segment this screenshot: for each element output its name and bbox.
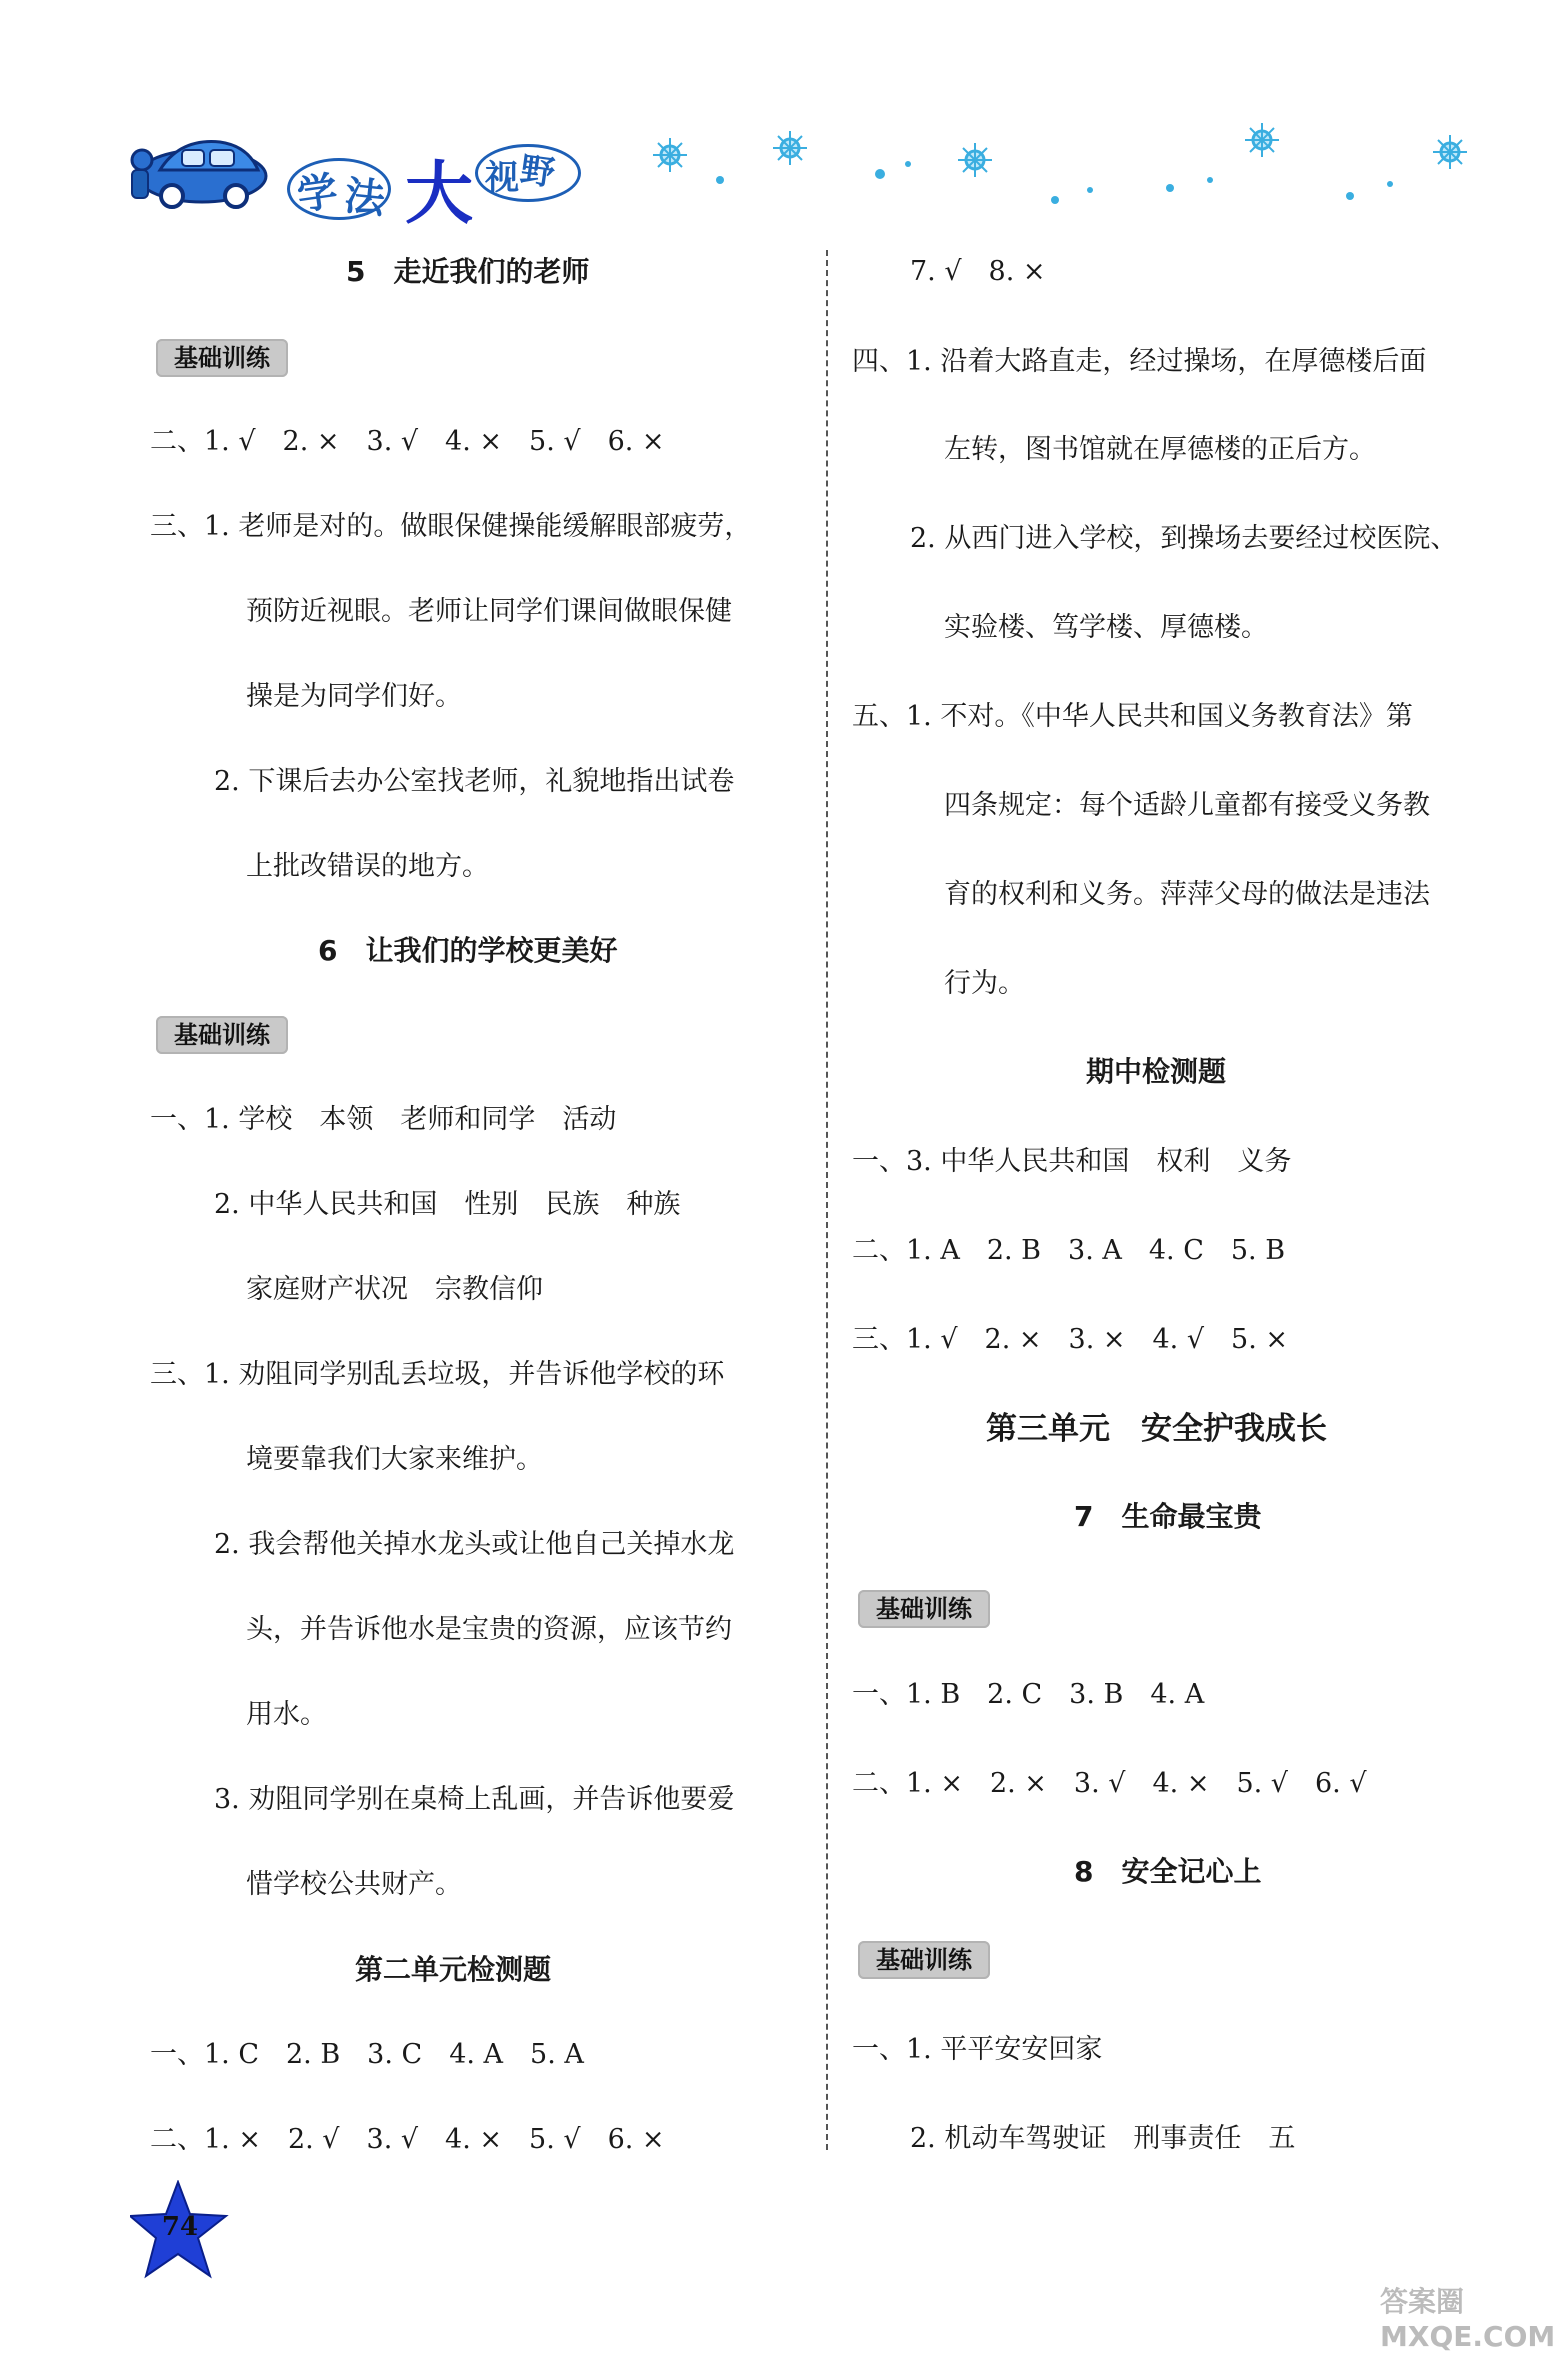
page-number: 74 xyxy=(161,2212,199,2242)
page-number-badge xyxy=(130,2180,230,2280)
section-6-badge: 基础训练 xyxy=(156,1016,288,1054)
sparkle-decoration xyxy=(650,100,1510,230)
answer-line: 2. 机动车驾驶证 刑事责任 五 xyxy=(910,2123,1296,2154)
answer-line: 一、1. 平平安安回家 xyxy=(852,2034,1103,2065)
answer-line: 二、1. A 2. B 3. A 4. C 5. B xyxy=(852,1235,1286,1266)
answer-line: 2. 我会帮他关掉水龙头或让他自己关掉水龙 xyxy=(214,1529,735,1560)
answer-line: 二、1. × 2. √ 3. √ 4. × 5. √ 6. × xyxy=(150,2124,665,2155)
answer-line: 五、1. 不对。《中华人民共和国义务教育法》第 xyxy=(852,701,1413,732)
brand-logo: 学 法 大 视 野 xyxy=(285,120,645,220)
answer-line: 行为。 xyxy=(944,968,1025,999)
answer-line: 3. 劝阻同学别在桌椅上乱画，并告诉他要爱 xyxy=(214,1784,735,1815)
answer-line: 实验楼、笃学楼、厚德楼。 xyxy=(944,612,1268,643)
answer-line: 二、1. √ 2. × 3. √ 4. × 5. √ 6. × xyxy=(150,426,665,457)
section-8-title: 8 安全记心上 xyxy=(1074,1855,1262,1888)
answer-line: 一、1. C 2. B 3. C 4. A 5. A xyxy=(150,2039,584,2070)
answer-line: 左转，图书馆就在厚德楼的正后方。 xyxy=(944,434,1376,465)
header-banner xyxy=(110,100,1510,234)
answer-line: 一、3. 中华人民共和国 权利 义务 xyxy=(852,1146,1292,1177)
answer-line: 2. 下课后去办公室找老师，礼貌地指出试卷 xyxy=(214,766,735,797)
section-5-badge: 基础训练 xyxy=(156,339,288,377)
answer-line: 三、1. 老师是对的。做眼保健操能缓解眼部疲劳， xyxy=(150,511,752,542)
unit-2-test-title: 第二单元检测题 xyxy=(355,1953,552,1986)
midterm-test-title: 期中检测题 xyxy=(1086,1055,1227,1088)
answer-line: 7. √ 8. × xyxy=(910,256,1046,287)
answer-line: 用水。 xyxy=(246,1699,327,1730)
answer-line: 一、1. 学校 本领 老师和同学 活动 xyxy=(150,1104,617,1135)
answer-line: 二、1. × 2. × 3. √ 4. × 5. √ 6. √ xyxy=(852,1768,1367,1799)
unit-3-title: 第三单元 安全护我成长 xyxy=(986,1411,1327,1447)
answer-line: 惜学校公共财产。 xyxy=(246,1869,462,1900)
section-6-title: 6 让我们的学校更美好 xyxy=(318,934,618,967)
answer-line: 四、1. 沿着大路直走，经过操场，在厚德楼后面 xyxy=(852,346,1427,377)
answer-line: 育的权利和义务。萍萍父母的做法是违法 xyxy=(944,879,1430,910)
answer-line: 四条规定：每个适龄儿童都有接受义务教 xyxy=(944,790,1430,821)
section-5-title: 5 走近我们的老师 xyxy=(346,255,590,288)
answer-line: 预防近视眼。老师让同学们课间做眼保健 xyxy=(246,596,732,627)
section-8-badge: 基础训练 xyxy=(858,1941,990,1979)
answer-line: 境要靠我们大家来维护。 xyxy=(246,1444,543,1475)
answer-line: 2. 中华人民共和国 性别 民族 种族 xyxy=(214,1189,681,1220)
answer-line: 三、1. √ 2. × 3. × 4. √ 5. × xyxy=(852,1324,1288,1355)
answer-line: 上批改错误的地方。 xyxy=(246,851,489,882)
answer-line: 2. 从西门进入学校，到操场去要经过校医院、 xyxy=(910,523,1458,554)
answer-line: 三、1. 劝阻同学别乱丢垃圾，并告诉他学校的环 xyxy=(150,1359,725,1390)
answer-line: 头，并告诉他水是宝贵的资源，应该节约 xyxy=(246,1614,732,1645)
answer-line: 家庭财产状况 宗教信仰 xyxy=(246,1274,543,1305)
car-icon xyxy=(120,130,280,210)
column-divider xyxy=(826,250,828,2150)
section-7-badge: 基础训练 xyxy=(858,1590,990,1628)
watermark: 答案圈 MXQE.COM xyxy=(1380,2285,1556,2353)
answer-line: 一、1. B 2. C 3. B 4. A xyxy=(852,1679,1205,1710)
section-7-title: 7 生命最宝贵 xyxy=(1074,1500,1262,1533)
answer-line: 操是为同学们好。 xyxy=(246,681,462,712)
